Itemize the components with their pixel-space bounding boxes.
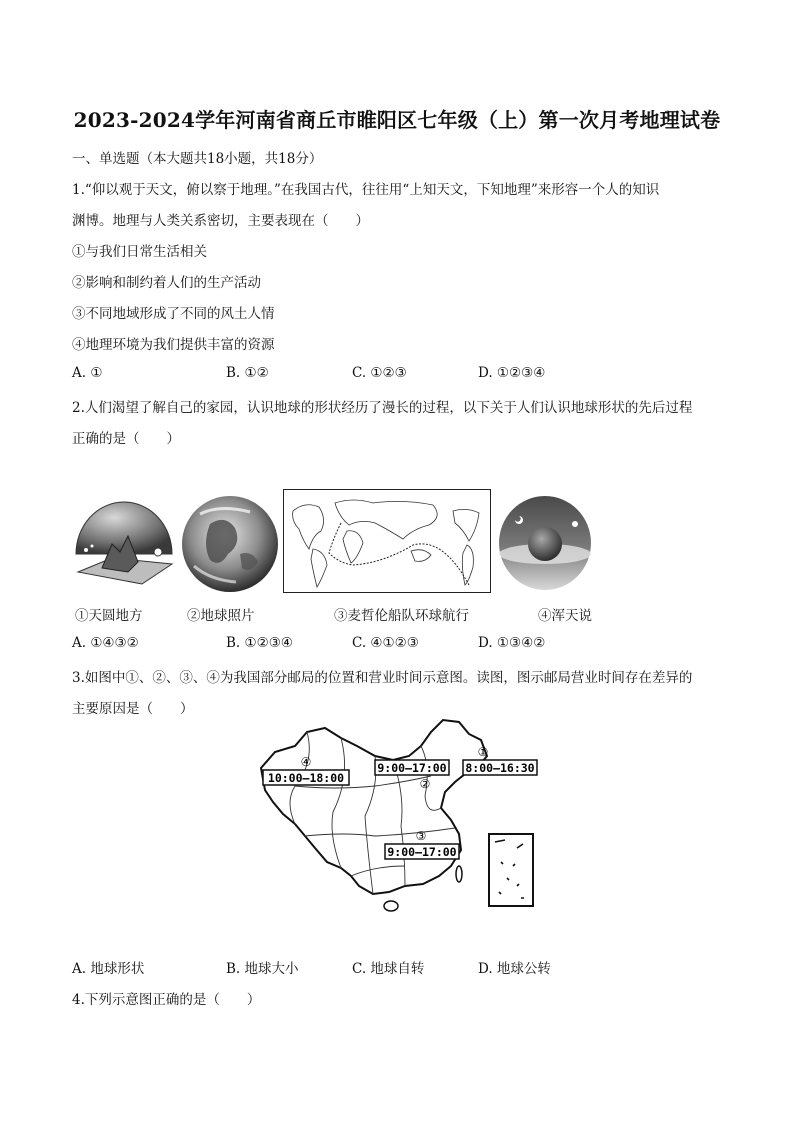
map-label-3-time: 9:00–17:00 [387, 845, 457, 859]
q2-caption-1: ①天圆地方 [75, 608, 143, 624]
q1-option-c[interactable]: C. ①②③ [352, 365, 407, 381]
section-heading: 一、单选题（本大题共18小题，共18分） [72, 151, 323, 167]
q2-option-a[interactable]: A. ①④③② [72, 635, 139, 651]
map-label-4-time: 10:00–18:00 [267, 771, 345, 785]
china-post-office-map [255, 716, 545, 916]
q3-stem-line1: 3.如图中①、②、③、④为我国部分邮局的位置和营业时间示意图。读图，图示邮局营业时间存在差异的 [72, 670, 693, 686]
q1-item-3: ③不同地域形成了不同的风土人情 [72, 306, 275, 322]
q2-caption-2: ②地球照片 [187, 608, 255, 624]
q3-option-a[interactable]: A. 地球形状 [72, 961, 145, 977]
q3-option-d[interactable]: D. 地球公转 [478, 961, 551, 977]
q3-option-b[interactable]: B. 地球大小 [226, 961, 299, 977]
dome-heaven-earth-figure [72, 492, 176, 592]
q2-stem-line2: 正确的是（ ） [72, 431, 180, 447]
map-label-1-mark: ① [477, 745, 489, 759]
q1-item-2: ②影响和制约着人们的生产活动 [72, 275, 261, 291]
q3-stem-line2: 主要原因是（ ） [72, 701, 194, 717]
q2-stem-line1: 2.人们渴望了解自己的家园，认识地球的形状经历了漫长的过程，以下关于人们认识地球形状的先后过程 [72, 400, 693, 416]
q1-stem-line2: 渊博。地理与人类关系密切，主要表现在（ ） [72, 213, 369, 229]
q1-item-1: ①与我们日常生活相关 [72, 244, 207, 260]
q2-option-d[interactable]: D. ①③④② [478, 635, 546, 651]
q3-option-c[interactable]: C. 地球自转 [352, 961, 425, 977]
map-label-4-mark: ④ [300, 755, 312, 769]
earth-photo-figure [180, 494, 280, 594]
q1-option-a[interactable]: A. ① [72, 365, 103, 381]
q4-stem: 4.下列示意图正确的是（ ） [72, 992, 261, 1008]
q1-option-d[interactable]: D. ①②③④ [478, 365, 546, 381]
q2-option-c[interactable]: C. ④①②③ [352, 635, 419, 651]
q1-option-b[interactable]: B. ①② [226, 365, 269, 381]
magellan-route-map-figure [283, 489, 491, 593]
map-label-2-time: 9:00–17:00 [377, 761, 447, 775]
huntian-theory-figure [497, 494, 593, 592]
map-label-1-time: 8:00–16:30 [465, 761, 535, 775]
map-label-2-mark: ② [419, 777, 431, 791]
q2-caption-4: ④浑天说 [538, 608, 592, 624]
q1-item-4: ④地理环境为我们提供丰富的资源 [72, 337, 275, 353]
q1-stem-line1: 1.“仰以观于天文，俯以察于地理。”在我国古代，往往用“上知天文，下知地理”来形容一个人的知识 [72, 182, 660, 198]
map-label-3-mark: ③ [415, 829, 427, 843]
q2-caption-3: ③麦哲伦船队环球航行 [334, 608, 469, 624]
exam-title: 2023-2024学年河南省商丘市睢阳区七年级（上）第一次月考地理试卷 [73, 108, 721, 132]
q2-option-b[interactable]: B. ①②③④ [226, 635, 293, 651]
